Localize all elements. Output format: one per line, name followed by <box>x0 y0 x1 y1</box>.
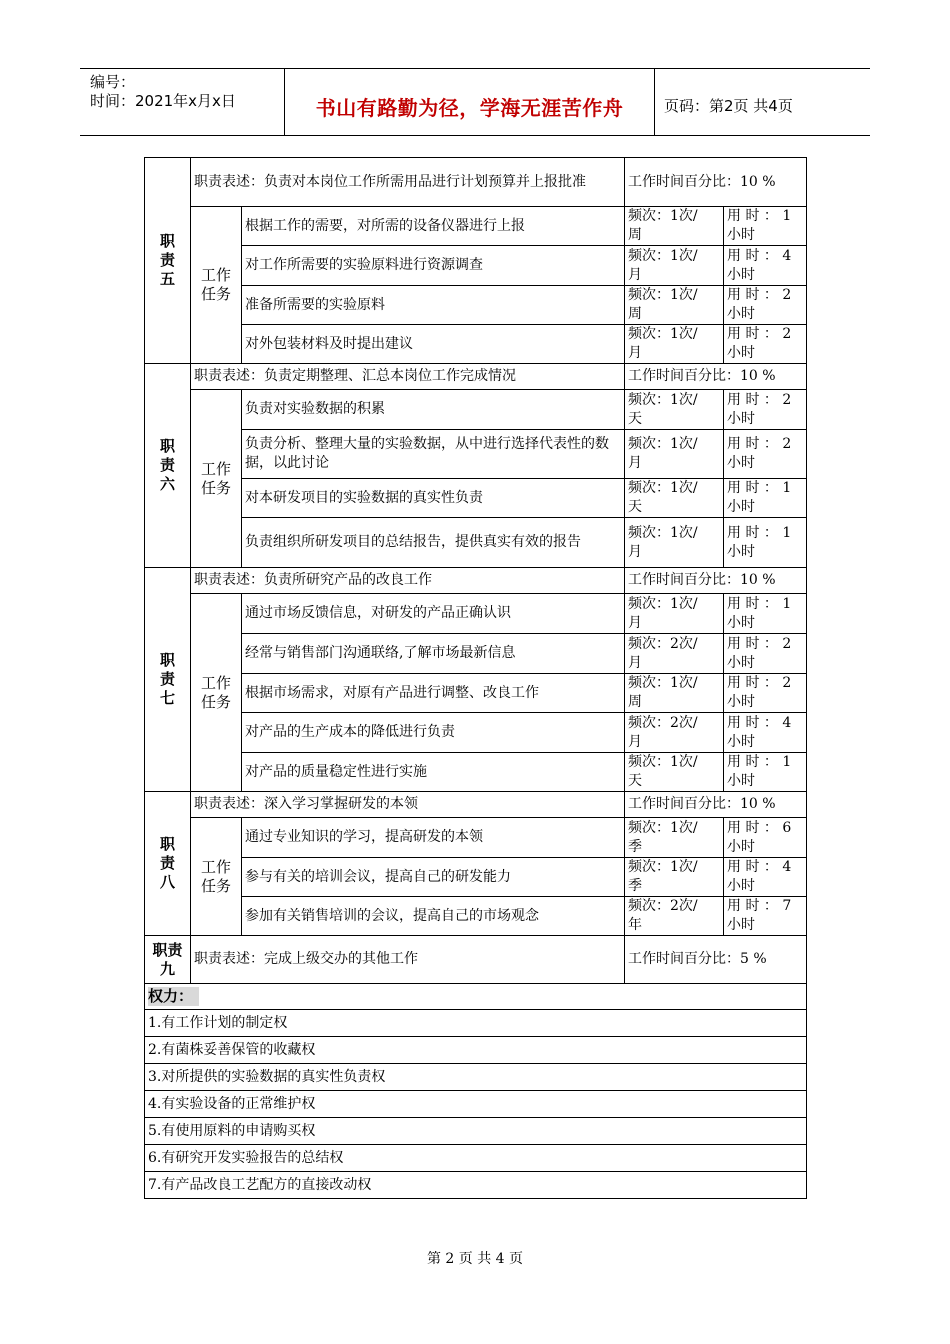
task-duration-line1: 用 时 ： 1 <box>727 754 792 770</box>
task-frequency-line1: 频次：1次/ <box>628 595 698 612</box>
power-item-row <box>145 1010 807 1037</box>
power-item <box>145 1037 807 1064</box>
task-duration <box>724 207 807 246</box>
time-percent <box>625 158 807 207</box>
task-duration-line2: 小时 <box>727 733 755 750</box>
task-description-text: 对外包装材料及时提出建议 <box>245 335 413 352</box>
task-frequency <box>625 390 724 430</box>
task-frequency-line2: 天 <box>628 410 642 427</box>
document-date: 时间：2021年x月x日 <box>90 92 236 110</box>
duty-statement-text: 职责表述：完成上级交办的其他工作 <box>194 951 418 967</box>
task-duration-line1: 用 时 ： 4 <box>727 714 792 731</box>
task-duration-line2: 小时 <box>727 543 755 560</box>
task-frequency-line1: 频次：1次/ <box>628 859 698 875</box>
power-item <box>145 1145 807 1172</box>
power-item <box>145 1010 807 1037</box>
task-description-text: 参与有关的培训会议，提高自己的研发能力 <box>245 868 511 885</box>
task-frequency <box>625 479 724 518</box>
task-frequency-line2: 月 <box>628 733 642 750</box>
task-duration <box>724 897 807 936</box>
header-page-info: 页码：第2页 共4页 <box>664 97 793 115</box>
duty-label-text: 职 责 七 <box>159 651 175 707</box>
task-description-text: 根据市场需求，对原有产品进行调整、改良工作 <box>245 684 539 701</box>
task-row <box>145 286 807 325</box>
work-tasks-label <box>191 207 242 364</box>
task-frequency-line1: 频次：1次/ <box>628 208 698 224</box>
work-tasks-label <box>191 390 242 568</box>
duty-statement-text: 职责表述：深入学习掌握研发的本领 <box>194 796 418 812</box>
task-description <box>242 753 625 792</box>
work-tasks-label-text: 工作 任务 <box>200 857 231 895</box>
duty-statement-text: 职责表述：负责定期整理、汇总本岗位工作完成情况 <box>194 368 516 384</box>
task-frequency-line1: 频次：1次/ <box>628 247 698 264</box>
task-description <box>242 897 625 936</box>
duty-statement-row <box>145 364 807 390</box>
power-item <box>145 1091 807 1118</box>
task-duration-line2: 小时 <box>727 455 755 471</box>
duty-statement-text: 职责表述：负责所研究产品的改良工作 <box>194 572 432 588</box>
time-percent-text: 工作时间百分比：10 % <box>628 796 776 812</box>
power-item-text: 6.有研究开发实验报告的总结权 <box>148 1149 344 1166</box>
task-frequency <box>625 634 724 674</box>
task-frequency-line1: 频次：1次/ <box>628 819 698 836</box>
task-duration-line2: 小时 <box>727 773 755 789</box>
task-frequency <box>625 713 724 753</box>
task-duration-line2: 小时 <box>727 654 755 671</box>
task-frequency-line2: 天 <box>628 499 642 515</box>
task-description <box>242 634 625 674</box>
task-description <box>242 674 625 713</box>
task-row <box>145 818 807 858</box>
time-percent-text: 工作时间百分比：5 % <box>628 951 767 967</box>
task-duration-line1: 用 时 ： 2 <box>727 391 792 408</box>
task-frequency-line1: 频次：2次/ <box>628 635 698 652</box>
task-duration-line1: 用 时 ： 1 <box>727 595 792 612</box>
task-frequency <box>625 430 724 479</box>
task-row <box>145 246 807 286</box>
task-duration-line2: 小时 <box>727 227 755 243</box>
task-description-text: 负责组织所研发项目的总结报告，提供真实有效的报告 <box>245 534 581 550</box>
task-row <box>145 634 807 674</box>
task-duration <box>724 479 807 518</box>
task-frequency-line2: 周 <box>628 227 642 243</box>
task-duration-line2: 小时 <box>727 266 755 283</box>
task-row <box>145 325 807 364</box>
time-percent <box>625 936 807 984</box>
task-duration-line1: 用 时 ： 1 <box>727 208 792 224</box>
page-footer: 第 2 页 共 4 页 <box>426 1251 524 1267</box>
power-item-row <box>145 1037 807 1064</box>
task-duration-line2: 小时 <box>727 345 755 361</box>
task-frequency-line1: 频次：1次/ <box>628 675 698 691</box>
duty-statement-row <box>145 568 807 594</box>
task-duration-line2: 小时 <box>727 614 755 631</box>
task-description <box>242 430 625 479</box>
task-description-text: 通过专业知识的学习，提高研发的本领 <box>245 829 483 845</box>
task-row <box>145 897 807 936</box>
powers-title-text: 权力： <box>148 987 199 1006</box>
task-duration <box>724 246 807 286</box>
duty-table <box>144 157 807 1199</box>
work-tasks-label <box>191 594 242 792</box>
task-duration-line2: 小时 <box>727 306 755 322</box>
task-duration <box>724 634 807 674</box>
duty-label <box>145 792 191 936</box>
task-description-text: 根据工作的需要，对所需的设备仪器进行上报 <box>245 217 525 234</box>
task-frequency-line1: 频次：1次/ <box>628 287 698 303</box>
task-description <box>242 390 625 430</box>
task-frequency <box>625 753 724 792</box>
task-description-text: 对产品的质量稳定性进行实施 <box>245 763 427 780</box>
work-tasks-label-text: 工作 任务 <box>200 673 231 711</box>
power-item-text: 3.对所提供的实验数据的真实性负责权 <box>148 1068 386 1085</box>
task-frequency-line2: 季 <box>628 878 642 894</box>
task-duration-line1: 用 时 ： 4 <box>727 859 792 875</box>
duty-statement <box>191 568 625 594</box>
task-description-text: 通过市场反馈信息，对研发的产品正确认识 <box>245 605 511 621</box>
task-duration <box>724 594 807 634</box>
time-percent <box>625 364 807 390</box>
task-frequency-line1: 频次：1次/ <box>628 326 698 342</box>
task-frequency-line2: 天 <box>628 773 642 789</box>
header-meta <box>90 73 236 111</box>
task-duration-line2: 小时 <box>727 694 755 710</box>
task-description <box>242 325 625 364</box>
task-frequency-line2: 月 <box>628 654 642 671</box>
task-duration-line1: 用 时 ： 2 <box>727 675 792 691</box>
power-item-text: 5.有使用原料的申请购买权 <box>148 1122 316 1139</box>
task-duration-line2: 小时 <box>727 410 755 427</box>
power-item <box>145 1118 807 1145</box>
power-item-text: 7.有产品改良工艺配方的直接改动权 <box>148 1176 372 1193</box>
task-row <box>145 753 807 792</box>
task-row <box>145 674 807 713</box>
time-percent-text: 工作时间百分比：10 % <box>628 572 776 588</box>
powers-title <box>145 984 807 1010</box>
task-duration-line1: 用 时 ： 2 <box>727 635 792 652</box>
task-frequency <box>625 858 724 897</box>
task-description-text: 对工作所需要的实验原料进行资源调查 <box>245 257 483 273</box>
task-frequency-line2: 季 <box>628 838 642 855</box>
time-percent-text: 工作时间百分比：10 % <box>628 173 776 190</box>
duty-label-text: 职 责 六 <box>159 437 175 493</box>
power-item-row <box>145 1064 807 1091</box>
task-description-text: 对本研发项目的实验数据的真实性负责 <box>245 489 483 506</box>
duty-statement <box>191 364 625 390</box>
task-frequency-line2: 周 <box>628 306 642 322</box>
task-frequency <box>625 325 724 364</box>
power-item <box>145 1064 807 1091</box>
duty-label <box>145 364 191 568</box>
power-item <box>145 1172 807 1199</box>
task-duration-line2: 小时 <box>727 917 755 933</box>
task-frequency <box>625 897 724 936</box>
task-frequency-line2: 月 <box>628 543 642 560</box>
task-frequency-line1: 频次：1次/ <box>628 754 698 770</box>
task-duration-line1: 用 时 ： 1 <box>727 524 792 541</box>
task-description <box>242 286 625 325</box>
task-frequency-line1: 频次：2次/ <box>628 714 698 731</box>
task-description <box>242 818 625 858</box>
duty-label <box>145 936 191 984</box>
task-description <box>242 479 625 518</box>
power-item-text: 4.有实验设备的正常维护权 <box>148 1095 316 1112</box>
power-item-row <box>145 1172 807 1199</box>
duty-statement <box>191 158 625 207</box>
task-row <box>145 594 807 634</box>
duty-statement-row <box>145 792 807 818</box>
task-frequency-line1: 频次：1次/ <box>628 391 698 408</box>
task-duration-line1: 用 时 ： 4 <box>727 247 792 264</box>
task-duration <box>724 858 807 897</box>
task-duration-line1: 用 时 ： 1 <box>727 480 792 496</box>
duty-statement <box>191 792 625 818</box>
task-row <box>145 858 807 897</box>
task-row <box>145 518 807 568</box>
task-description <box>242 713 625 753</box>
header-divider-right <box>654 68 655 136</box>
task-description <box>242 594 625 634</box>
task-duration-line1: 用 时 ： 7 <box>727 898 792 914</box>
task-duration-line1: 用 时 ： 2 <box>727 287 792 303</box>
document-number-label: 编号： <box>90 73 136 91</box>
header-bottom-rule <box>80 135 870 136</box>
task-duration-line2: 小时 <box>727 838 755 855</box>
duty-label-text: 职 责 五 <box>159 232 175 288</box>
task-frequency <box>625 246 724 286</box>
task-frequency <box>625 286 724 325</box>
duty-label <box>145 158 191 364</box>
task-description-text: 对产品的生产成本的降低进行负责 <box>245 724 455 740</box>
task-frequency <box>625 518 724 568</box>
power-item-text: 1.有工作计划的制定权 <box>148 1014 288 1031</box>
task-description <box>242 246 625 286</box>
task-frequency-line1: 频次：1次/ <box>628 436 698 452</box>
task-duration <box>724 713 807 753</box>
task-description-text: 负责分析、整理大量的实验数据，从中进行选择代表性的数据，以此讨论 <box>245 436 609 471</box>
duty-label-text: 职责 九 <box>152 940 183 978</box>
task-duration <box>724 286 807 325</box>
task-duration <box>724 430 807 479</box>
task-frequency-line2: 月 <box>628 345 642 361</box>
task-frequency-line2: 周 <box>628 694 642 710</box>
powers-header-row <box>145 984 807 1010</box>
task-duration-line1: 用 时 ： 2 <box>727 326 792 342</box>
duty-statement-row <box>145 158 807 207</box>
task-description <box>242 858 625 897</box>
task-duration-line1: 用 时 ： 2 <box>727 436 792 452</box>
task-duration <box>724 390 807 430</box>
power-item-row <box>145 1145 807 1172</box>
task-row <box>145 207 807 246</box>
duty-label-text: 职 责 八 <box>159 835 175 891</box>
work-tasks-label-text: 工作 任务 <box>200 266 231 303</box>
duty-statement <box>191 936 625 984</box>
task-row <box>145 390 807 430</box>
power-item-row <box>145 1118 807 1145</box>
task-duration <box>724 753 807 792</box>
work-tasks-label-text: 工作 任务 <box>200 459 231 497</box>
task-frequency-line1: 频次：2次/ <box>628 898 698 914</box>
task-duration <box>724 518 807 568</box>
task-frequency-line1: 频次：1次/ <box>628 480 698 496</box>
task-description-text: 参加有关销售培训的会议，提高自己的市场观念 <box>245 907 539 924</box>
task-description-text: 准备所需要的实验原料 <box>245 296 385 313</box>
work-tasks-label <box>191 818 242 936</box>
task-frequency-line2: 年 <box>628 917 642 933</box>
time-percent <box>625 792 807 818</box>
task-description-text: 负责对实验数据的积累 <box>245 401 385 417</box>
task-frequency-line2: 月 <box>628 266 642 283</box>
task-row <box>145 479 807 518</box>
header-motto: 书山有路勤为径，学海无涯苦作舟 <box>315 96 624 120</box>
task-duration-line1: 用 时 ： 6 <box>727 819 792 836</box>
task-description-text: 经常与销售部门沟通联络,了解市场最新信息 <box>245 645 516 661</box>
task-frequency <box>625 674 724 713</box>
task-row <box>145 713 807 753</box>
duty-label <box>145 568 191 792</box>
task-frequency-line1: 频次：1次/ <box>628 524 698 541</box>
time-percent-text: 工作时间百分比：10 % <box>628 368 776 384</box>
task-duration <box>724 818 807 858</box>
task-frequency <box>625 207 724 246</box>
task-frequency-line2: 月 <box>628 614 642 631</box>
task-frequency <box>625 594 724 634</box>
task-duration <box>724 325 807 364</box>
power-item-text: 2.有菌株妥善保管的收藏权 <box>148 1041 316 1058</box>
task-description <box>242 518 625 568</box>
task-description <box>242 207 625 246</box>
header-top-rule <box>80 68 870 69</box>
duty-statement-row <box>145 936 807 984</box>
task-row <box>145 430 807 479</box>
task-frequency-line2: 月 <box>628 455 642 471</box>
task-duration-line2: 小时 <box>727 499 755 515</box>
duty-table-body <box>145 158 807 1199</box>
duty-statement-text: 职责表述：负责对本岗位工作所需用品进行计划预算并上报批准 <box>194 173 586 190</box>
task-duration-line2: 小时 <box>727 878 755 894</box>
task-frequency <box>625 818 724 858</box>
time-percent <box>625 568 807 594</box>
power-item-row <box>145 1091 807 1118</box>
task-duration <box>724 674 807 713</box>
